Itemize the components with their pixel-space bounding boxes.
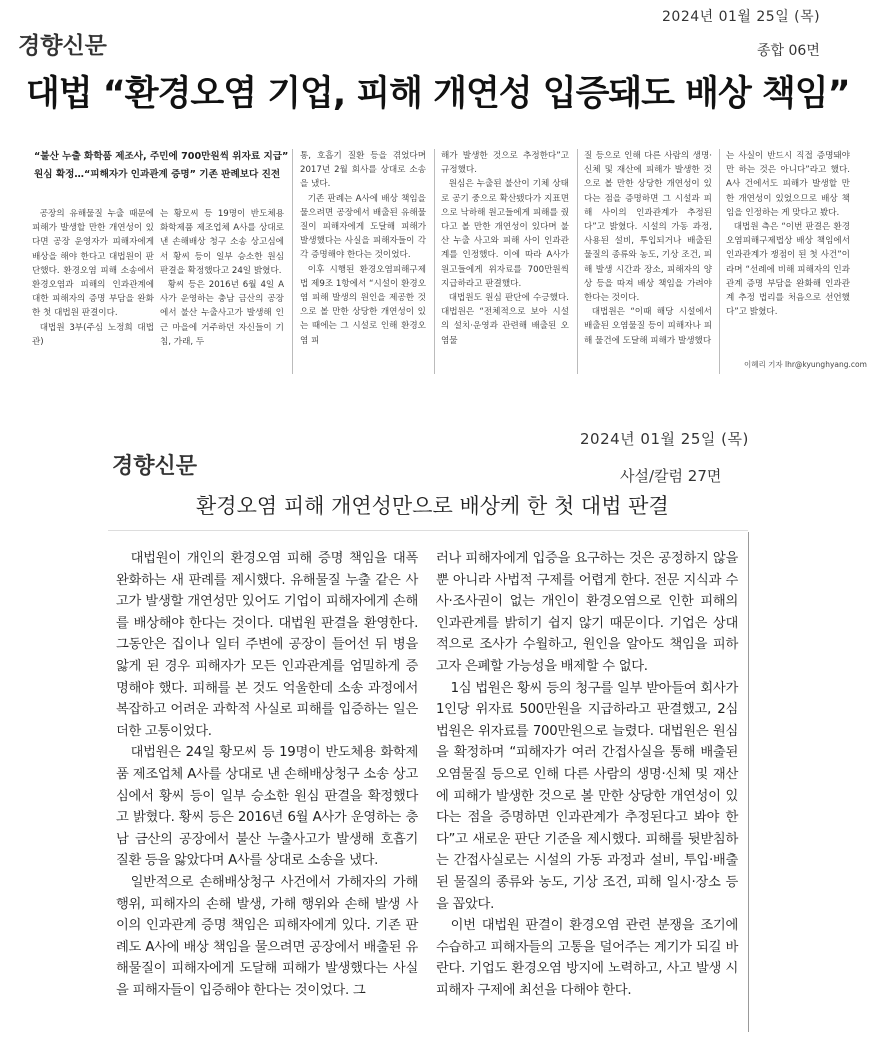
article1-date: 2024년 01월 25일 (목) <box>662 9 821 25</box>
paragraph: 황씨 등은 2016년 6월 4일 A사가 운영하는 충남 금산의 공장에서 불산 누출사고가 발생해 인근 마을에 거주하던 자신들이 기침, 가래, 두 <box>160 280 284 347</box>
article1-subhead-line1: “불산 누출 화학품 제조사, 주민에 700만원씩 위자료 지급” <box>34 151 289 162</box>
article1-col6 <box>726 149 850 319</box>
paragraph: 이후 시행된 환경오염피해구제법 제9조 1항에서 “시설이 환경오염 피해 발생의 원인을 제공한 것으로 볼 만한 상당한 개연성이 있는 때에는 그 시설로 인해 환경오염 피 <box>300 264 426 346</box>
column-divider <box>292 149 293 374</box>
article2-section: 사설/칼럼 27면 <box>620 467 722 485</box>
article1-col5 <box>584 149 712 348</box>
paragraph: 일반적으로 손해배상청구 사건에서 가해자의 가해 행위, 피해자의 손해 발생, 가해 행위와 손해 발생 사이의 인과관계 증명 책임은 피해자에게 있다. 기존 판례도 A사에 배상 책임을 물으려면 공장에서 배출된 유해물질이 피해자에게 도달해 피해가 발생했다는 사실을 피해자들이 입증해야 한다는 것이었다. 그 <box>116 874 418 998</box>
article2-right-rule <box>748 532 749 1032</box>
article2-col1 <box>116 548 418 1001</box>
paragraph: 기존 판례는 A사에 배상 책임을 물으려면 공장에서 배출된 유해물질이 피해자에게 도달해 피해가 발생했다는 사실을 피해자들이 각각 증명해야 한다는 것이었다. <box>300 193 426 261</box>
column-divider <box>434 149 435 374</box>
article2-date: 2024년 01월 25일 (목) <box>580 430 749 448</box>
paragraph: 대법원은 “이때 해당 시설에서 배출된 오염물질 등이 피해자나 피해 물건에 도달해 피해가 발생했다 <box>584 307 712 346</box>
article1-col4 <box>441 149 569 348</box>
paragraph: 대법원이 개인의 환경오염 피해 증명 책임을 대폭 완화하는 새 판례를 제시했다. 유해물질 누출 같은 사고가 발생할 개연성만 있어도 기업이 피해자에게 손해를 배상해야 한다는 것이다. 대법원 판결을 환영한다. 그동안은 집이나 일터 주변에 공장이 들어선 뒤 병을 앓게 된 경우 피해자가 모든 인과관계를 엄밀하게 증명해야 했다. 피해를 본 것도 억울한데 소송 과정에서 복잡하고 어려운 과학적 사실로 피해를 입증하는 일은 더한 고통이었다. <box>116 551 418 739</box>
paragraph: 대법원 측은 “이번 판결은 환경오염피해구제법상 배상 책임에서 인과관계가 쟁점이 된 첫 사건”이라며 “선례에 비해 피해자의 인과관계 증명 부담을 완화해 인과관계 추정 법리를 처음으로 선언했다”고 밝혔다. <box>726 222 850 318</box>
article2-masthead: 경향신문 <box>112 453 198 479</box>
paragraph: 러나 피해자에게 입증을 요구하는 것은 공정하지 않을 뿐 아니라 사법적 구제를 어렵게 한다. 전문 지식과 수사·조사권이 없는 개인이 환경오염으로 인한 피해의 인과관계를 밝히기 쉽지 않기 때문이다. 기업은 상대적으로 조사가 수월하고, 원인을 알아도 책임을 피하고자 은폐할 가능성을 배제할 수 없다. <box>436 551 738 674</box>
paragraph: 이번 대법원 판결이 환경오염 관련 분쟁을 조기에 수습하고 피해자들의 고통을 덜어주는 계기가 되길 바란다. 기업도 환경오염 방지에 노력하고, 사고 발생 시 피해자 구제에 최선을 다해야 한다. <box>436 918 738 998</box>
article1-subhead <box>34 149 289 183</box>
article1-subhead-line2: 원심 확정…“피해자가 인과관계 증명” 기존 판례보다 진전 <box>34 169 281 180</box>
paragraph: 대법원도 원심 판단에 수긍했다. 대법원은 “전체적으로 보아 시설의 설치·운영과 관련해 배출된 오염물 <box>441 293 569 346</box>
article1-byline: 이혜리 기자 lhr@kyunghyang.com <box>744 360 867 369</box>
article1-col2 <box>160 207 284 349</box>
paragraph: 통, 호흡기 질환 등을 겪었다며 2017년 2월 회사를 상대로 소송을 냈다. <box>300 151 426 190</box>
article2-col2 <box>436 548 738 1001</box>
paragraph: 대법원은 24일 황모씨 등 19명이 반도체용 화학제품 제조업체 A사를 상대로 낸 손해배상청구 소송 상고심에서 황씨 등이 일부 승소한 원심 판결을 확정했다고 밝혔다. 황씨 등은 2016년 6월 A사가 운영하는 충남 금산의 공장에서 불산 누출사고가 발생해 호흡기 질환 등을 앓았다며 A사를 상대로 소송을 냈다. <box>116 745 418 869</box>
paragraph: 공장의 유해물질 누출 때문에 피해가 발생할 만한 개연성이 있다면 공장 운영자가 피해자에게 배상을 해야 한다고 대법원이 판단했다. 환경오염 피해 소송에서 환경오염과 피해의 인과관계에 대한 피해자의 증명 부담을 완화한 첫 대법원 판결이다. <box>32 209 154 319</box>
article1-col3 <box>300 149 426 348</box>
paragraph: 는 황모씨 등 19명이 반도체용 화학제품 제조업체 A사를 상대로 낸 손해배상 청구 소송 상고심에서 황씨 등이 일부 승소한 원심 판결을 확정했다고 24일 밝혔다. <box>160 209 284 276</box>
paragraph: 1심 법원은 황씨 등의 청구를 일부 받아들여 회사가 1인당 위자료 500만원을 지급하라고 판결했고, 2심 법원은 위자료를 700만원으로 늘렸다. 대법원은 원심을 확정하며 “피해자가 여러 간접사실을 통해 배출된 오염물질 등으로 인해 다른 사람의 생명·신체 및 재산에 피해가 발생한 것으로 볼 만한 상당한 개연성이 있다는 점을 증명하면 인과관계가 추정된다고 봐야 한다”고 새로운 판단 기준을 제시했다. 피해를 뒷받침하는 간접사실로는 시설의 가동 과정과 설비, 투입·배출된 물질의 종류와 농도, 기상 조건, 피해 일시·장소 등을 꼽았다. <box>436 680 738 912</box>
article1-section: 종합 06면 <box>757 43 820 59</box>
article2-headline: 환경오염 피해 개연성만으로 배상케 한 첫 대법 판결 <box>196 494 669 518</box>
paragraph: 원심은 누출된 불산이 기체 상태로 공기 중으로 확산됐다가 지표면으로 낙하해 원고들에게 피해를 줬다고 볼 만한 개연성이 있다며 불산 누출 사고와 피해 사이 인과관계를 인정했다. 이에 따라 A사가 원고들에게 위자료를 700만원씩 지급하라고 판결했다. <box>441 179 569 289</box>
article2-top-rule <box>108 530 748 531</box>
article1-headline: 대법 “환경오염 기업, 피해 개연성 입증돼도 배상 책임” <box>26 74 850 114</box>
paragraph: 대법원 3부(주심 노정희 대법관) <box>32 322 154 347</box>
paragraph: 해가 발생한 것으로 추정한다”고 규정했다. <box>441 151 569 176</box>
paragraph: 는 사실이 반드시 직접 증명돼야만 하는 것은 아니다”라고 했다. A사 건에서도 피해가 발생할 만한 개연성이 있었으므로 배상 책임을 인정하는 게 맞다고 봤다. <box>726 151 850 218</box>
column-divider <box>719 149 720 374</box>
article1-col1 <box>32 207 154 349</box>
column-divider <box>577 149 578 374</box>
paragraph: 질 등으로 인해 다른 사람의 생명·신체 및 재산에 피해가 발생한 것으로 볼 만한 상당한 개연성이 있다는 점을 증명하면 그 시설과 피해 사이의 인과관계가 추정된다”고 밝혔다. 시설의 가동 과정, 사용된 설비, 투입되거나 배출된 물질의 종류와 농도, 기상 조건, 피해 발생 시간과 장소, 피해자의 양상 등을 따져 배상 책임을 가려야 한다는 것이다. <box>584 151 712 304</box>
article1-masthead: 경향신문 <box>18 32 107 59</box>
